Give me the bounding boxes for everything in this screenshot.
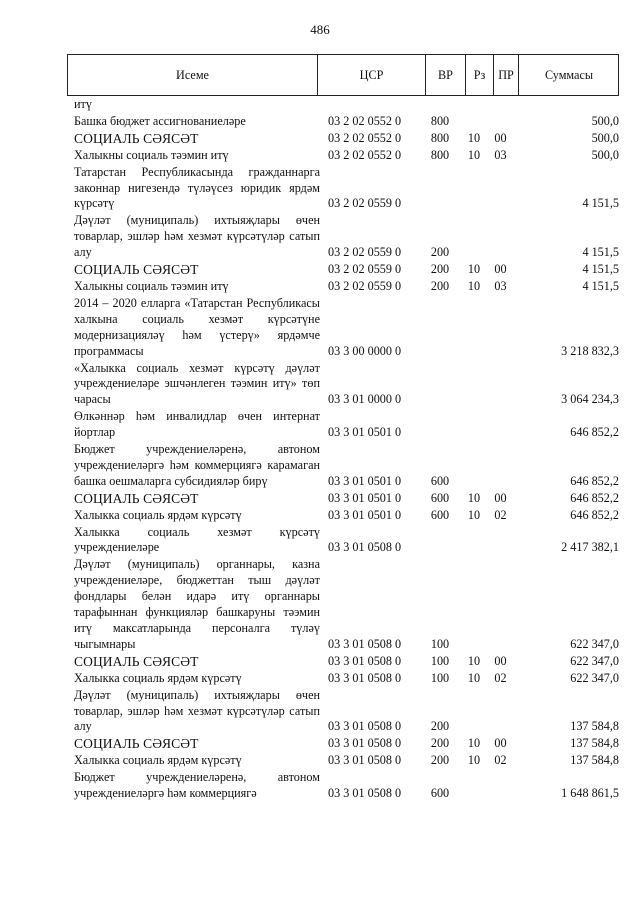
cell-sum: 4 151,5 [582, 278, 619, 293]
cell-csr: 03 2 02 0559 0 [328, 278, 402, 293]
cell-csr: 03 3 01 0501 0 [328, 507, 402, 522]
cell-csr: 03 3 01 0501 0 [328, 425, 402, 440]
cell-csr: 03 2 02 0559 0 [328, 196, 402, 211]
table-row [74, 131, 619, 148]
cell-name: Өлкәннәр һәм инвалидлар өчен интернат йортлар [74, 409, 320, 440]
cell-csr: 03 3 01 0508 0 [328, 786, 402, 801]
cell-csr: 03 3 01 0508 0 [328, 670, 402, 685]
cell-pr: 03 [494, 147, 507, 162]
cell-vr: 100 [430, 636, 450, 651]
cell-name: Дәүләт (муниципаль) органнары, казна учреждениеләре, бюджеттан тыш дәүләт фондлары белән идарә итү органнары тарафыннан функцияләр башкаруны тәэмин итү максатларында персоналга түләү чыгымнары [74, 557, 320, 651]
cell-sum: 646 852,2 [570, 473, 619, 488]
table-row [74, 262, 619, 279]
cell-csr: 03 3 01 0508 0 [328, 653, 402, 668]
table-row [74, 753, 619, 770]
cell-vr: 200 [430, 278, 450, 293]
cell-sum: 137 584,8 [570, 736, 619, 751]
header-name: Исеме [176, 68, 209, 82]
cell-sum: 500,0 [591, 130, 619, 145]
cell-name: Дәүләт (муниципаль) ихтыяҗлары өчен товарлар, эшләр һәм хезмәт күрсәтүләр сатып алу [74, 687, 320, 734]
cell-sum: 622 347,0 [570, 636, 619, 651]
table-row [74, 688, 619, 737]
cell-name: СОЦИАЛЬ СӘЯСӘТ [74, 653, 199, 669]
cell-vr: 600 [430, 490, 450, 505]
header-vr: ВР [425, 55, 465, 95]
cell-sum: 646 852,2 [570, 425, 619, 440]
table-row [74, 361, 619, 410]
cell-csr: 03 2 02 0552 0 [328, 130, 402, 145]
table-row [74, 770, 619, 803]
table-row [74, 165, 619, 214]
cell-vr: 600 [430, 786, 450, 801]
cell-name: 2014 – 2020 елларга «Татарстан Республикасы халкына социаль хезмәт күрсәтүне модернизацияләү һәм үстерү» ярдәмче программасы [74, 295, 320, 358]
cell-sum: 500,0 [591, 147, 619, 162]
cell-sum: 4 151,5 [582, 196, 619, 211]
cell-csr: 03 3 01 0501 0 [328, 473, 402, 488]
cell-sum: 500,0 [591, 113, 619, 128]
table-row [74, 296, 619, 361]
cell-name: Халыкка социаль ярдәм күрсәтү [74, 507, 242, 522]
cell-sum: 646 852,2 [570, 490, 619, 505]
cell-rz: 10 [467, 736, 481, 751]
cell-csr: 03 3 01 0508 0 [328, 636, 402, 651]
cell-name: СОЦИАЛЬ СӘЯСӘТ [74, 736, 199, 752]
cell-sum: 137 584,8 [570, 753, 619, 768]
header-sum: Суммасы [518, 55, 619, 95]
cell-csr: 03 3 01 0508 0 [328, 753, 402, 768]
cell-csr: 03 2 02 0552 0 [328, 147, 402, 162]
cell-name: СОЦИАЛЬ СӘЯСӘТ [74, 130, 199, 146]
cell-pr: 00 [494, 736, 507, 751]
cell-vr: 800 [430, 130, 450, 145]
cell-pr: 00 [494, 262, 507, 277]
cell-name: Бюджет учреждениеләренә, автоном учреждениеләргә һәм коммерциягә карамаган башка оешмаларга субсидияләр бирү [74, 442, 320, 488]
cell-rz: 10 [467, 670, 481, 685]
cell-name: Халыкка социаль хезмәт күрсәтү учреждениеләре [74, 524, 320, 555]
page-number: 486 [310, 22, 330, 37]
cell-csr: 03 3 01 0501 0 [328, 490, 402, 505]
table-row [74, 491, 619, 508]
cell-csr: 03 3 01 0508 0 [328, 719, 402, 734]
cell-vr: 800 [430, 113, 450, 128]
cell-pr: 02 [494, 753, 507, 768]
cell-sum: 137 584,8 [570, 719, 619, 734]
cell-pr: 00 [494, 653, 507, 668]
header-rz: Рз [465, 55, 493, 95]
table-row [74, 557, 619, 653]
header-pr: ПР [493, 55, 518, 95]
cell-rz: 10 [467, 262, 481, 277]
cell-rz: 10 [467, 490, 481, 505]
cell-pr: 03 [494, 278, 507, 293]
table-row [74, 508, 619, 525]
cell-name: Халыкка социаль ярдәм күрсәтү [74, 670, 242, 685]
cell-csr: 03 2 02 0559 0 [328, 262, 402, 277]
cell-csr: 03 3 00 0000 0 [328, 343, 402, 358]
cell-csr: 03 3 01 0508 0 [328, 540, 402, 555]
table-row [74, 279, 619, 296]
cell-name: СОЦИАЛЬ СӘЯСӘТ [74, 262, 199, 278]
cell-pr: 02 [494, 507, 507, 522]
cell-pr: 00 [494, 490, 507, 505]
cell-csr: 03 3 01 0000 0 [328, 392, 402, 407]
table-header [67, 54, 619, 96]
table-row [74, 97, 619, 114]
cell-name: Дәүләт (муниципаль) ихтыяҗлары өчен товарлар, эшләр һәм хезмәт күрсәтүләр сатып алу [74, 213, 320, 260]
cell-csr: 03 3 01 0508 0 [328, 736, 402, 751]
cell-sum: 1 648 861,5 [561, 786, 619, 801]
table-row [74, 409, 619, 442]
cell-vr: 100 [430, 653, 450, 668]
table-body [74, 97, 619, 803]
table-row [74, 114, 619, 131]
cell-name: Халыкны социаль тәэмин итү [74, 278, 229, 293]
cell-rz: 10 [467, 278, 481, 293]
cell-sum: 3 064 234,3 [561, 392, 619, 407]
cell-vr: 200 [430, 753, 450, 768]
cell-vr: 200 [430, 245, 450, 260]
cell-rz: 10 [467, 147, 481, 162]
cell-name: Халыкка социаль ярдәм күрсәтү [74, 753, 242, 768]
table-row [74, 654, 619, 671]
cell-rz: 10 [467, 130, 481, 145]
cell-sum: 4 151,5 [582, 245, 619, 260]
table-row [74, 671, 619, 688]
cell-vr: 200 [430, 736, 450, 751]
cell-sum: 4 151,5 [582, 262, 619, 277]
table-row [74, 736, 619, 753]
cell-name: Бюджет учреждениеләренә, автоном учреждениеләргә һәм коммерциягә [74, 770, 320, 801]
cell-rz: 10 [467, 653, 481, 668]
cell-name: Татарстан Республикасында гражданнарга законнар нигезендә түләүсез юридик ярдәм күрсәтү [74, 164, 320, 211]
cell-pr: 00 [494, 130, 507, 145]
cell-vr: 200 [430, 719, 450, 734]
cell-rz: 10 [467, 753, 481, 768]
cell-csr: 03 2 02 0552 0 [328, 113, 402, 128]
cell-vr: 200 [430, 262, 450, 277]
cell-name: Башка бюджет ассигнованиеләре [74, 113, 246, 128]
table-row [74, 213, 619, 262]
header-csr: ЦСР [317, 55, 425, 95]
cell-name: «Халыкка социаль хезмәт күрсәтү дәүләт учреждениеләре эшчәнлеген тәэмин итү» төп чарасы [74, 360, 320, 407]
table-row [74, 442, 619, 491]
cell-csr: 03 2 02 0559 0 [328, 245, 402, 260]
cell-sum: 646 852,2 [570, 507, 619, 522]
cell-name: Халыкны социаль тәэмин итү [74, 147, 229, 162]
cell-sum: 2 417 382,1 [561, 540, 619, 555]
cell-sum: 622 347,0 [570, 670, 619, 685]
table-row [74, 148, 619, 165]
cell-rz: 10 [467, 507, 481, 522]
cell-vr: 800 [430, 147, 450, 162]
cell-pr: 02 [494, 670, 507, 685]
cell-vr: 600 [430, 507, 450, 522]
cell-vr: 100 [430, 670, 450, 685]
cell-name: СОЦИАЛЬ СӘЯСӘТ [74, 490, 199, 506]
cell-vr: 600 [430, 473, 450, 488]
cell-name: итү [74, 97, 92, 111]
table-row [74, 525, 619, 558]
cell-sum: 622 347,0 [570, 653, 619, 668]
cell-sum: 3 218 832,3 [561, 343, 619, 358]
